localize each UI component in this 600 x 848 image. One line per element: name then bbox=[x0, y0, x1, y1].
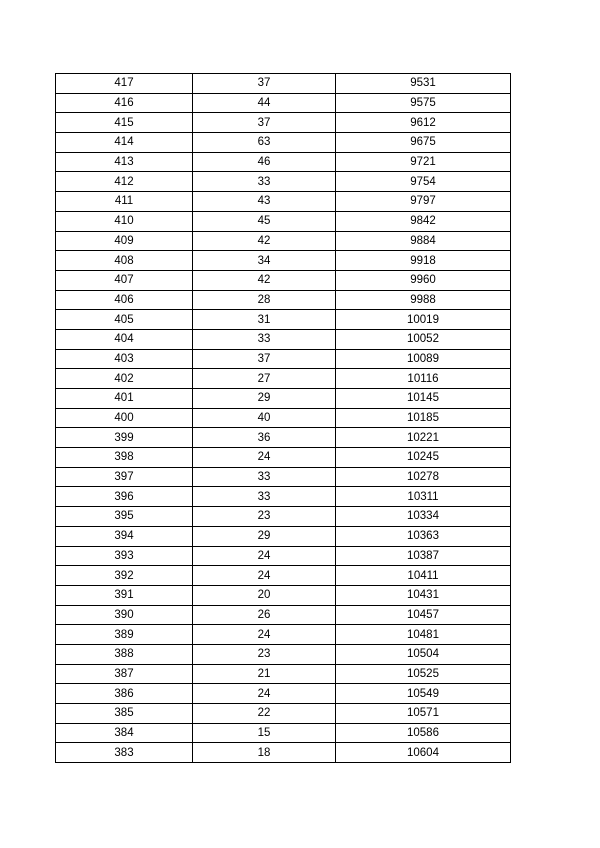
score-cell: 397 bbox=[56, 467, 193, 487]
score-cell: 384 bbox=[56, 723, 193, 743]
score-cell: 412 bbox=[56, 172, 193, 192]
cumulative-cell: 10525 bbox=[336, 664, 511, 684]
cumulative-cell: 9884 bbox=[336, 231, 511, 251]
score-cell: 415 bbox=[56, 113, 193, 133]
table-row bbox=[56, 349, 511, 369]
score-cell: 385 bbox=[56, 704, 193, 724]
cumulative-cell: 10185 bbox=[336, 408, 511, 428]
table-row bbox=[56, 133, 511, 153]
score-cell: 383 bbox=[56, 743, 193, 763]
cumulative-cell: 9531 bbox=[336, 74, 511, 94]
table-row bbox=[56, 310, 511, 330]
table-row bbox=[56, 211, 511, 231]
count-cell: 44 bbox=[193, 93, 336, 113]
cumulative-cell: 10586 bbox=[336, 723, 511, 743]
count-cell: 29 bbox=[193, 389, 336, 409]
score-cell: 399 bbox=[56, 428, 193, 448]
table-row bbox=[56, 329, 511, 349]
table-row bbox=[56, 369, 511, 389]
cumulative-cell: 10571 bbox=[336, 704, 511, 724]
table-row bbox=[56, 192, 511, 212]
table-row bbox=[56, 644, 511, 664]
cumulative-cell: 9675 bbox=[336, 133, 511, 153]
count-cell: 31 bbox=[193, 310, 336, 330]
score-cell: 396 bbox=[56, 487, 193, 507]
table-row bbox=[56, 290, 511, 310]
table-row bbox=[56, 172, 511, 192]
table-row bbox=[56, 585, 511, 605]
count-cell: 23 bbox=[193, 644, 336, 664]
cumulative-cell: 9797 bbox=[336, 192, 511, 212]
count-cell: 24 bbox=[193, 625, 336, 645]
score-cell: 408 bbox=[56, 251, 193, 271]
table-row bbox=[56, 664, 511, 684]
score-cell: 405 bbox=[56, 310, 193, 330]
count-cell: 33 bbox=[193, 172, 336, 192]
table-row bbox=[56, 428, 511, 448]
table-row bbox=[56, 546, 511, 566]
score-cell: 394 bbox=[56, 526, 193, 546]
score-cell: 410 bbox=[56, 211, 193, 231]
score-cell: 403 bbox=[56, 349, 193, 369]
score-cell: 404 bbox=[56, 329, 193, 349]
score-cell: 391 bbox=[56, 585, 193, 605]
cumulative-cell: 10245 bbox=[336, 448, 511, 468]
table-row bbox=[56, 723, 511, 743]
score-table bbox=[55, 73, 511, 763]
cumulative-cell: 9842 bbox=[336, 211, 511, 231]
count-cell: 26 bbox=[193, 605, 336, 625]
table-row bbox=[56, 93, 511, 113]
count-cell: 33 bbox=[193, 467, 336, 487]
table-row bbox=[56, 605, 511, 625]
score-cell: 386 bbox=[56, 684, 193, 704]
score-cell: 389 bbox=[56, 625, 193, 645]
table-row bbox=[56, 74, 511, 94]
count-cell: 21 bbox=[193, 664, 336, 684]
table-row bbox=[56, 487, 511, 507]
cumulative-cell: 10504 bbox=[336, 644, 511, 664]
count-cell: 24 bbox=[193, 546, 336, 566]
score-cell: 414 bbox=[56, 133, 193, 153]
cumulative-cell: 10116 bbox=[336, 369, 511, 389]
count-cell: 20 bbox=[193, 585, 336, 605]
score-cell: 401 bbox=[56, 389, 193, 409]
cumulative-cell: 9988 bbox=[336, 290, 511, 310]
score-cell: 409 bbox=[56, 231, 193, 251]
cumulative-cell: 10334 bbox=[336, 507, 511, 527]
count-cell: 29 bbox=[193, 526, 336, 546]
table-row bbox=[56, 684, 511, 704]
score-cell: 411 bbox=[56, 192, 193, 212]
table-row bbox=[56, 389, 511, 409]
count-cell: 37 bbox=[193, 74, 336, 94]
cumulative-cell: 9918 bbox=[336, 251, 511, 271]
count-cell: 24 bbox=[193, 684, 336, 704]
count-cell: 46 bbox=[193, 152, 336, 172]
table-row bbox=[56, 152, 511, 172]
cumulative-cell: 9721 bbox=[336, 152, 511, 172]
table-row bbox=[56, 408, 511, 428]
cumulative-cell: 10278 bbox=[336, 467, 511, 487]
table-row bbox=[56, 625, 511, 645]
cumulative-cell: 10411 bbox=[336, 566, 511, 586]
table-row bbox=[56, 526, 511, 546]
score-cell: 402 bbox=[56, 369, 193, 389]
table-row bbox=[56, 448, 511, 468]
count-cell: 33 bbox=[193, 487, 336, 507]
count-cell: 42 bbox=[193, 231, 336, 251]
table-row bbox=[56, 743, 511, 763]
cumulative-cell: 10457 bbox=[336, 605, 511, 625]
count-cell: 42 bbox=[193, 270, 336, 290]
count-cell: 28 bbox=[193, 290, 336, 310]
cumulative-cell: 10019 bbox=[336, 310, 511, 330]
count-cell: 24 bbox=[193, 566, 336, 586]
cumulative-cell: 10221 bbox=[336, 428, 511, 448]
count-cell: 18 bbox=[193, 743, 336, 763]
table-row bbox=[56, 467, 511, 487]
table-row bbox=[56, 566, 511, 586]
score-cell: 398 bbox=[56, 448, 193, 468]
score-cell: 390 bbox=[56, 605, 193, 625]
cumulative-cell: 10145 bbox=[336, 389, 511, 409]
count-cell: 45 bbox=[193, 211, 336, 231]
count-cell: 27 bbox=[193, 369, 336, 389]
count-cell: 36 bbox=[193, 428, 336, 448]
table-row bbox=[56, 507, 511, 527]
score-cell: 388 bbox=[56, 644, 193, 664]
cumulative-cell: 9754 bbox=[336, 172, 511, 192]
count-cell: 43 bbox=[193, 192, 336, 212]
score-cell: 417 bbox=[56, 74, 193, 94]
cumulative-cell: 10387 bbox=[336, 546, 511, 566]
cumulative-cell: 10431 bbox=[336, 585, 511, 605]
cumulative-cell: 10481 bbox=[336, 625, 511, 645]
score-cell: 400 bbox=[56, 408, 193, 428]
cumulative-cell: 10363 bbox=[336, 526, 511, 546]
table-row bbox=[56, 270, 511, 290]
cumulative-cell: 10311 bbox=[336, 487, 511, 507]
table-row bbox=[56, 113, 511, 133]
count-cell: 37 bbox=[193, 113, 336, 133]
score-cell: 393 bbox=[56, 546, 193, 566]
cumulative-cell: 9575 bbox=[336, 93, 511, 113]
score-cell: 406 bbox=[56, 290, 193, 310]
cumulative-cell: 10089 bbox=[336, 349, 511, 369]
cumulative-cell: 10052 bbox=[336, 329, 511, 349]
count-cell: 34 bbox=[193, 251, 336, 271]
table-body bbox=[56, 74, 511, 763]
cumulative-cell: 9612 bbox=[336, 113, 511, 133]
count-cell: 37 bbox=[193, 349, 336, 369]
score-cell: 416 bbox=[56, 93, 193, 113]
count-cell: 40 bbox=[193, 408, 336, 428]
cumulative-cell: 9960 bbox=[336, 270, 511, 290]
table-row bbox=[56, 251, 511, 271]
table-row bbox=[56, 231, 511, 251]
count-cell: 33 bbox=[193, 329, 336, 349]
count-cell: 24 bbox=[193, 448, 336, 468]
count-cell: 15 bbox=[193, 723, 336, 743]
score-cell: 407 bbox=[56, 270, 193, 290]
score-cell: 413 bbox=[56, 152, 193, 172]
count-cell: 23 bbox=[193, 507, 336, 527]
score-cell: 395 bbox=[56, 507, 193, 527]
count-cell: 63 bbox=[193, 133, 336, 153]
count-cell: 22 bbox=[193, 704, 336, 724]
table-row bbox=[56, 704, 511, 724]
cumulative-cell: 10549 bbox=[336, 684, 511, 704]
cumulative-cell: 10604 bbox=[336, 743, 511, 763]
score-cell: 387 bbox=[56, 664, 193, 684]
score-cell: 392 bbox=[56, 566, 193, 586]
